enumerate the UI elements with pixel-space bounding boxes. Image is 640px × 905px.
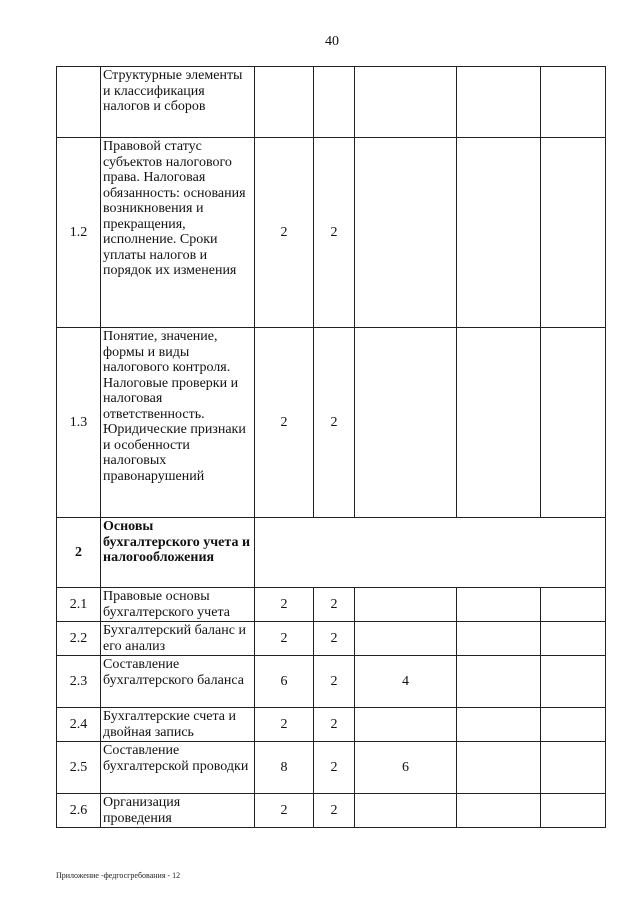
hours-col-1: 2 [255,328,314,518]
curriculum-table [56,66,606,828]
page-number: 40 [325,34,339,49]
hours-col-2: 2 [314,708,355,742]
topic-name: Основы бухгалтерского учета и налогообложения [101,518,255,588]
merged-cell [255,518,606,588]
hours-col-2: 2 [314,742,355,794]
hours-col-5 [541,794,606,828]
hours-col-2: 2 [314,328,355,518]
hours-col-4 [457,794,541,828]
topic-name: Организация проведения [101,794,255,828]
hours-col-1: 2 [255,708,314,742]
hours-col-5 [541,656,606,708]
hours-col-4 [457,656,541,708]
hours-col-1: 2 [255,138,314,328]
hours-col-1: 2 [255,622,314,656]
row-number: 2.5 [57,742,101,794]
topic-name: Бухгалтерский баланс и его анализ [101,622,255,656]
hours-col-4 [457,622,541,656]
table-row [57,67,606,138]
row-number: 2.6 [57,794,101,828]
topic-name: Структурные элементы и классификация налогов и сборов [101,67,255,138]
hours-col-3 [355,67,457,138]
hours-col-4 [457,138,541,328]
hours-col-2: 2 [314,622,355,656]
table-row [57,138,606,328]
hours-col-5 [541,67,606,138]
hours-col-2: 2 [314,588,355,622]
table-row [57,622,606,656]
row-number: 2.3 [57,656,101,708]
hours-col-4 [457,588,541,622]
table-row [57,742,606,794]
hours-col-1: 2 [255,794,314,828]
topic-name: Бухгалтерские счета и двойная запись [101,708,255,742]
topic-name: Составление бухгалтерского баланса [101,656,255,708]
hours-col-3: 4 [355,656,457,708]
hours-col-2: 2 [314,656,355,708]
hours-col-4 [457,742,541,794]
table-row [57,518,606,588]
hours-col-5 [541,622,606,656]
hours-col-5 [541,588,606,622]
row-number: 2.1 [57,588,101,622]
hours-col-2 [314,67,355,138]
table-row [57,588,606,622]
hours-col-1 [255,67,314,138]
hours-col-1: 6 [255,656,314,708]
table-row [57,794,606,828]
table-row [57,656,606,708]
hours-col-2: 2 [314,138,355,328]
table-row [57,328,606,518]
hours-col-3 [355,794,457,828]
hours-col-3 [355,588,457,622]
topic-name: Правовые основы бухгалтерского учета [101,588,255,622]
row-number [57,67,101,138]
table-body [57,67,606,828]
footer-note: Приложение -федгосгребования - 12 [56,871,181,880]
hours-col-5 [541,328,606,518]
hours-col-4 [457,328,541,518]
hours-col-3 [355,138,457,328]
hours-col-3 [355,622,457,656]
table-row [57,708,606,742]
hours-col-3: 6 [355,742,457,794]
hours-col-1: 8 [255,742,314,794]
topic-name: Составление бухгалтерской проводки [101,742,255,794]
row-number: 2.4 [57,708,101,742]
row-number: 1.2 [57,138,101,328]
hours-col-1: 2 [255,588,314,622]
hours-col-5 [541,742,606,794]
hours-col-4 [457,708,541,742]
topic-name: Понятие, значение, формы и виды налогового контроля. Налоговые проверки и налоговая ответственность. Юридические признаки и особенности налоговых правонарушений [101,328,255,518]
hours-col-5 [541,138,606,328]
hours-col-5 [541,708,606,742]
hours-col-3 [355,708,457,742]
row-number: 2 [57,518,101,588]
topic-name: Правовой статус субъектов налогового права. Налоговая обязанность: основания возникновения и прекращения, исполнение. Сроки уплаты налогов и порядок их изменения [101,138,255,328]
hours-col-4 [457,67,541,138]
hours-col-3 [355,328,457,518]
row-number: 1.3 [57,328,101,518]
row-number: 2.2 [57,622,101,656]
hours-col-2: 2 [314,794,355,828]
